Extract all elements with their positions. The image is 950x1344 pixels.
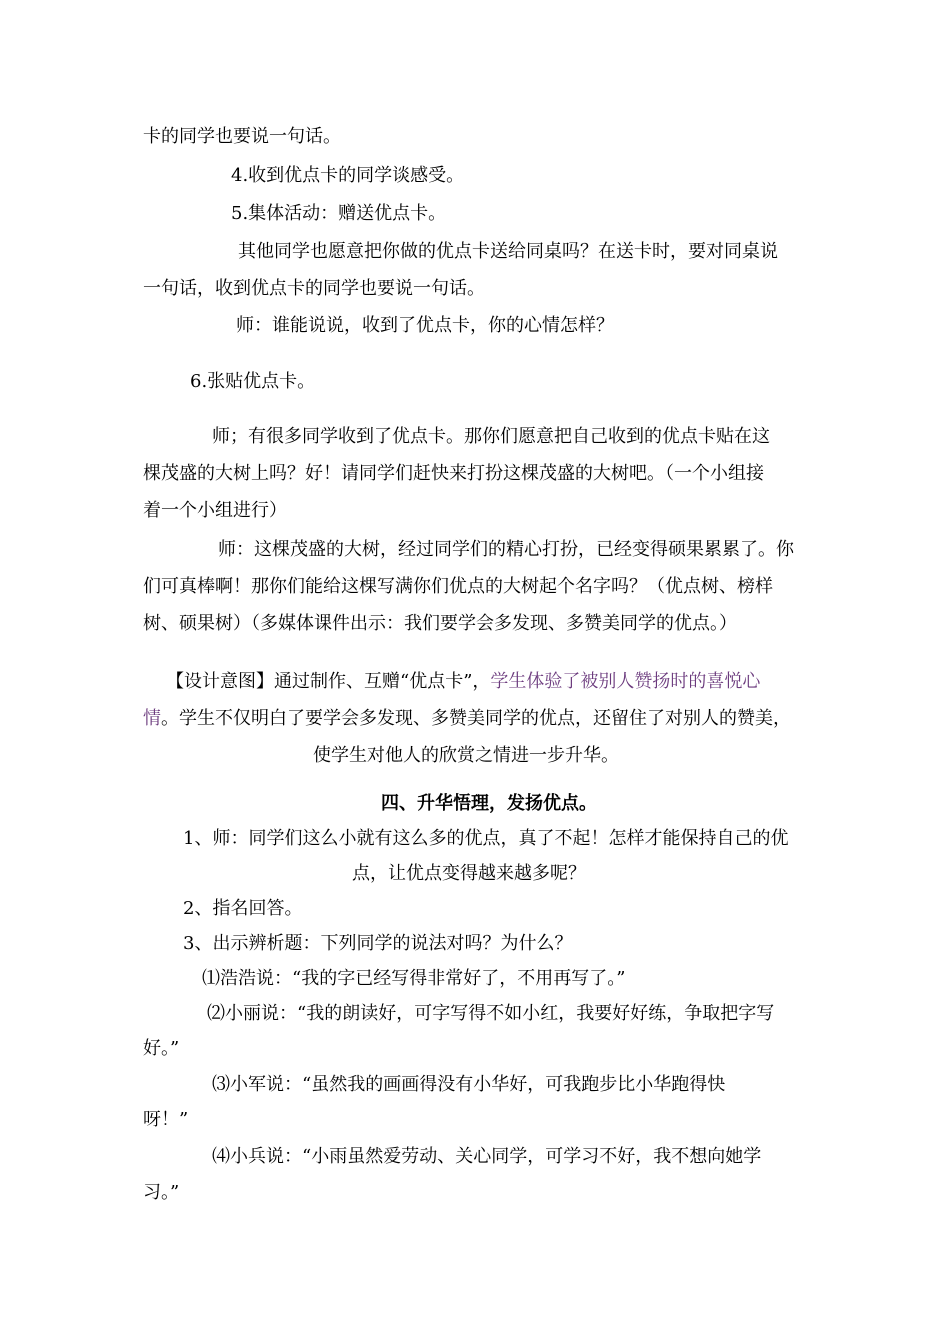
text-line: ⑷小兵说：“小雨虽然爱劳动、关心同学，可学习不好，我不想向她学 xyxy=(212,1146,762,1167)
text-line: 1、师：同学们这么小就有这么多的优点，真了不起！怎样才能保持自己的优 xyxy=(183,828,789,849)
text-line: 着一个小组进行） xyxy=(143,500,287,521)
text-line: ⑵小丽说：“我的朗读好，可字写得不如小红，我要好好练，争取把字写 xyxy=(207,1003,775,1024)
design-intent-label: 【设计意图】通过制作、互赠“优点卡”， xyxy=(166,671,491,692)
text-segment: 。学生不仅明白了要学会多发现、多赞美同学的优点，还留住了对别人的赞美， xyxy=(161,708,791,729)
text-line: 一句话，收到优点卡的同学也要说一句话。 xyxy=(143,278,485,299)
text-line: 6.张贴优点卡。 xyxy=(190,371,316,392)
text-line: 5.集体活动：赠送优点卡。 xyxy=(231,203,447,224)
text-line: ⑶小军说：“虽然我的画画得没有小华好，可我跑步比小华跑得快 xyxy=(212,1074,726,1095)
text-line: 树、硕果树）（多媒体课件出示：我们要学会多发现、多赞美同学的优点。） xyxy=(143,613,737,634)
text-line: 4.收到优点卡的同学谈感受。 xyxy=(231,165,465,186)
text-line: 棵茂盛的大树上吗？好！请同学们赶快来打扮这棵茂盛的大树吧。（一个小组接 xyxy=(143,463,764,484)
section-heading: 四、升华悟理，发扬优点。 xyxy=(381,793,597,814)
highlighted-text: 学生体验了被别人赞扬时的喜悦心 xyxy=(490,671,761,692)
text-line: 习。” xyxy=(143,1182,180,1203)
text-line: 点，让优点变得越来越多呢？ xyxy=(352,863,586,884)
text-line: 们可真棒啊！那你们能给这棵写满你们优点的大树起个名字吗？（优点树、榜样 xyxy=(143,576,773,597)
text-line: 好。” xyxy=(143,1038,180,1059)
text-line: 其他同学也愿意把你做的优点卡送给同桌吗？在送卡时，要对同桌说 xyxy=(238,241,778,262)
text-line: 师：谁能说说，收到了优点卡，你的心情怎样？ xyxy=(236,315,614,336)
text-line: 卡的同学也要说一句话。 xyxy=(143,126,341,147)
highlighted-text: 情 xyxy=(143,708,161,729)
text-line: 3、出示辨析题：下列同学的说法对吗？为什么？ xyxy=(183,933,573,954)
text-line: ⑴浩浩说：“我的字已经写得非常好了，不用再写了。” xyxy=(202,968,626,989)
text-line: 师；有很多同学收到了优点卡。那你们愿意把自己收到的优点卡贴在这 xyxy=(212,426,770,447)
text-line: 呀！” xyxy=(143,1109,189,1130)
design-intent-line xyxy=(166,670,760,694)
text-line: 2、指名回答。 xyxy=(183,898,303,919)
text-line: 使学生对他人的欣赏之情进一步升华。 xyxy=(313,745,619,766)
text-line: 师：这棵茂盛的大树，经过同学们的精心打扮，已经变得硕果累累了。你 xyxy=(218,539,794,560)
text-line xyxy=(143,707,791,731)
